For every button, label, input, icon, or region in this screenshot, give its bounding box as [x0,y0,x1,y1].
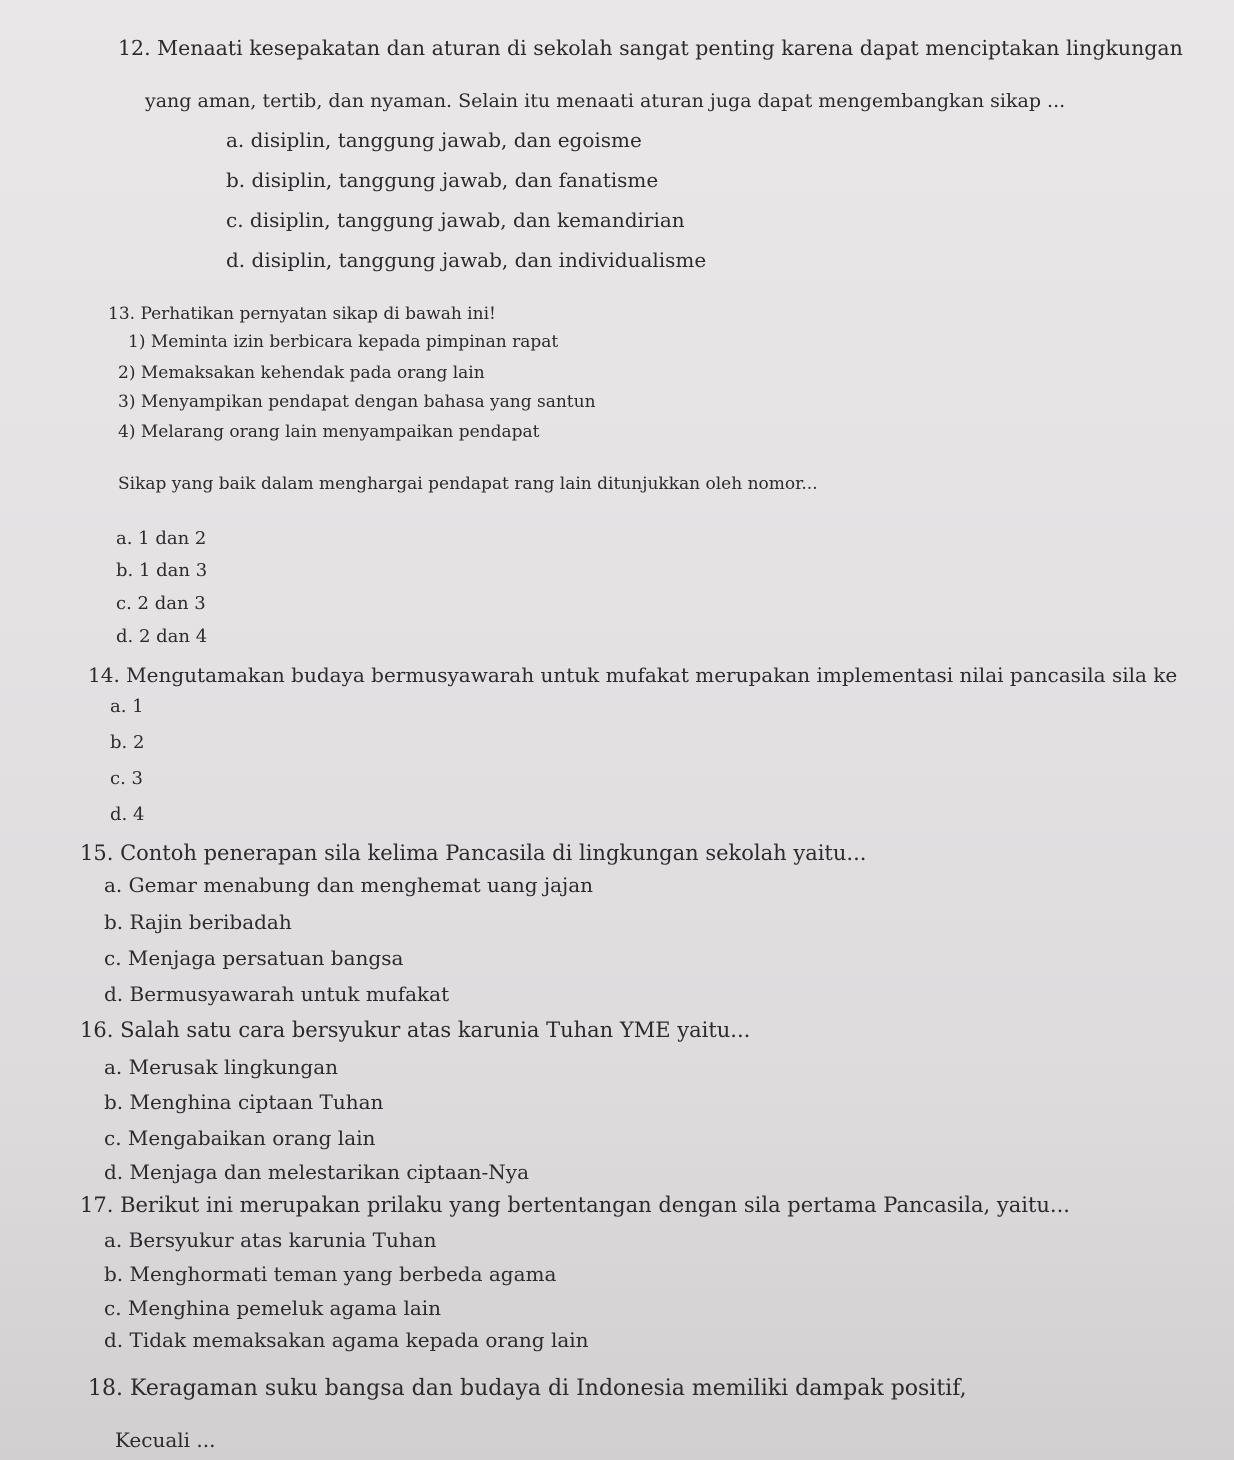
q17-option-a: a. Bersyukur atas karunia Tuhan [104,1228,437,1252]
q16-option-c: c. Mengabaikan orang lain [104,1126,376,1150]
q13-statement-3: 3) Menyampikan pendapat dengan bahasa yang santun [118,392,596,412]
q17-question: 17. Berikut ini merupakan prilaku yang bertentangan dengan sila pertama Pancasila, yaitu... [80,1193,1070,1217]
q16-option-d: d. Menjaga dan melestarikan ciptaan-Nya [104,1160,530,1184]
q16-option-b: b. Menghina ciptaan Tuhan [104,1090,384,1114]
q17-option-c: c. Menghina pemeluk agama lain [104,1296,442,1320]
q15-option-b: b. Rajin beribadah [104,910,292,934]
q13-question: Sikap yang baik dalam menghargai pendapat rang lain ditunjukkan oleh nomor... [118,474,818,494]
q15-option-a: a. Gemar menabung dan menghemat uang jajan [104,873,594,897]
q14-option-a: a. 1 [110,696,144,717]
q14-option-b: b. 2 [110,732,145,753]
q12-text-line1: 12. Menaati kesepakatan dan aturan di sekolah sangat penting karena dapat menciptakan lingkungan [118,36,1183,60]
q15-option-d: d. Bermusyawarah untuk mufakat [104,982,450,1006]
q18-question-line2: Kecuali ... [115,1428,216,1452]
q12-option-b: b. disiplin, tanggung jawab, dan fanatisme [226,168,659,192]
q13-option-c: c. 2 dan 3 [116,593,206,614]
q13-statement-4: 4) Melarang orang lain menyampaikan pendapat [118,422,540,442]
q18-question-line1: 18. Keragaman suku bangsa dan budaya di Indonesia memiliki dampak positif, [88,1376,967,1401]
q13-statement-1: 1) Meminta izin berbicara kepada pimpinan rapat [128,332,559,352]
q12-option-d: d. disiplin, tanggung jawab, dan individualisme [226,248,707,272]
q14-option-c: c. 3 [110,768,143,789]
q13-option-d: d. 2 dan 4 [116,626,208,647]
q13-option-a: a. 1 dan 2 [116,528,207,549]
q12-option-a: a. disiplin, tanggung jawab, dan egoisme [226,128,642,152]
q14-option-d: d. 4 [110,804,145,825]
q13-option-b: b. 1 dan 3 [116,560,208,581]
q14-question: 14. Mengutamakan budaya bermusyawarah untuk mufakat merupakan implementasi nilai pancasila sila ke [88,663,1178,687]
q13-statement-2: 2) Memaksakan kehendak pada orang lain [118,363,485,383]
q12-option-c: c. disiplin, tanggung jawab, dan kemandirian [226,208,685,232]
q15-question: 15. Contoh penerapan sila kelima Pancasila di lingkungan sekolah yaitu... [80,841,867,865]
q15-option-c: c. Menjaga persatuan bangsa [104,946,404,970]
q12-text-line2: yang aman, tertib, dan nyaman. Selain itu menaati aturan juga dapat mengembangkan sikap ... [145,90,1066,112]
q16-option-a: a. Merusak lingkungan [104,1055,339,1079]
q17-option-d: d. Tidak memaksakan agama kepada orang lain [104,1328,589,1352]
q13-intro: 13. Perhatikan pernyatan sikap di bawah ini! [108,304,496,324]
q16-question: 16. Salah satu cara bersyukur atas karunia Tuhan YME yaitu... [80,1018,751,1042]
q17-option-b: b. Menghormati teman yang berbeda agama [104,1262,557,1286]
